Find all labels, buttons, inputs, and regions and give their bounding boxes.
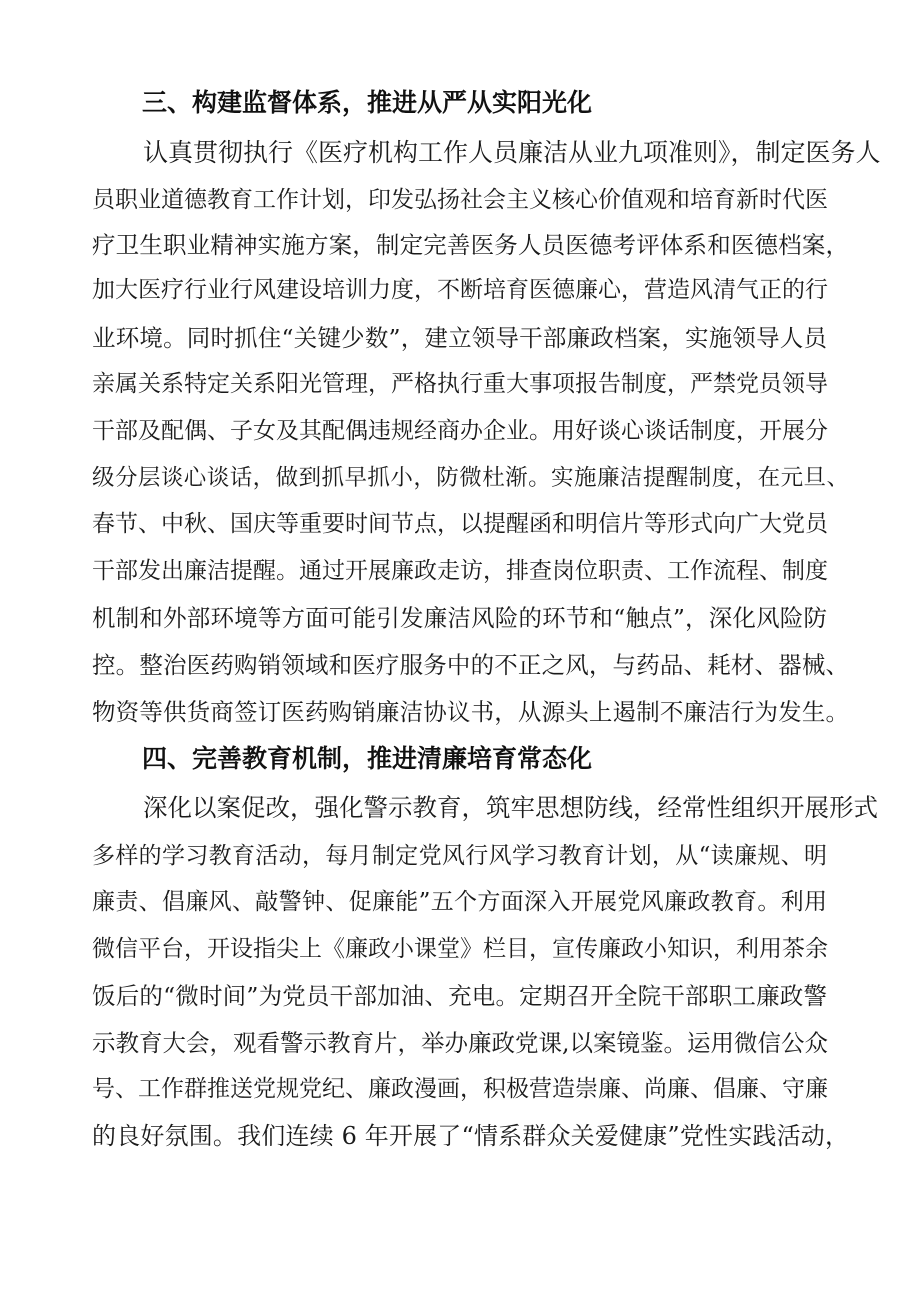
paragraph-line: 亲属关系特定关系阳光管理，严格执行重大事项报告制度，严禁党员领导	[92, 371, 828, 397]
paragraph-line: 控。整治医药购销领域和医疗服务中的不正之风，与药品、耗材、器械、	[92, 651, 849, 679]
section-heading-supervision: 三、构建监督体系，推进从严从实阳光化	[142, 88, 593, 117]
paragraph-line: 加大医疗行业行风建设培训力度，不断培育医德廉心，营造风清气正的行	[92, 277, 828, 303]
paragraph-line: 深化以案促改，强化警示教育，筑牢思想防线，经常性组织开展形式	[143, 793, 878, 822]
section-heading-education: 四、完善教育机制，推进清廉培育常态化	[142, 744, 593, 773]
paragraph-line: 春节、中秋、国庆等重要时间节点，以提醒函和明信片等形式向广大党员	[92, 511, 828, 537]
paragraph-line: 示教育大会，观看警示教育片，举办廉政党课,以案镜鉴。运用微信公众	[92, 1029, 828, 1057]
paragraph-line: 物资等供货商签订医药购销廉洁协议书，从源头上遏制不廉洁行为发生。	[92, 698, 849, 726]
paragraph-line: 干部发出廉洁提醒。通过开展廉政走访，排查岗位职责、工作流程、制度	[92, 558, 828, 584]
paragraph-line: 多样的学习教育活动，每月制定党风行风学习教育计划，从“读廉规、明	[92, 843, 827, 869]
paragraph-line: 认真贯彻执行《医疗机构工作人员廉洁从业九项准则》，制定医务人	[143, 138, 881, 167]
paragraph-line: 微信平台，开设指尖上《廉政小课堂》栏目，宣传廉政小知识，利用茶余	[92, 936, 828, 962]
paragraph-line: 的良好氛围。我们连续 6 年开展了“情系群众关爱健康”党性实践活动，	[92, 1122, 849, 1150]
paragraph-line: 员职业道德教育工作计划，印发弘扬社会主义核心价值观和培育新时代医	[92, 187, 828, 213]
paragraph-line: 业环境。同时抓住“关键少数”，建立领导干部廉政档案，实施领导人员	[92, 324, 827, 352]
paragraph-line: 疗卫生职业精神实施方案，制定完善医务人员医德考评体系和医德档案，	[92, 231, 849, 259]
paragraph-line: 廉责、倡廉风、敲警钟、促廉能”五个方面深入开展党风廉政教育。利用	[92, 889, 827, 915]
paragraph-line: 饭后的“微时间”为党员干部加油、充电。定期召开全院干部职工廉政警	[92, 982, 827, 1010]
paragraph-line: 机制和外部环境等方面可能引发廉洁风险的环节和“触点”，深化风险防	[92, 604, 827, 632]
paragraph-line: 号、工作群推送党规党纪、廉政漫画，积极营造崇廉、尚廉、倡廉、守廉	[92, 1076, 828, 1102]
paragraph-line: 干部及配偶、子女及其配偶违规经商办企业。用好谈心谈话制度，开展分	[92, 418, 828, 444]
paragraph-line: 级分层谈心谈话，做到抓早抓小，防微杜渐。实施廉洁提醒制度，在元旦、	[92, 465, 849, 491]
